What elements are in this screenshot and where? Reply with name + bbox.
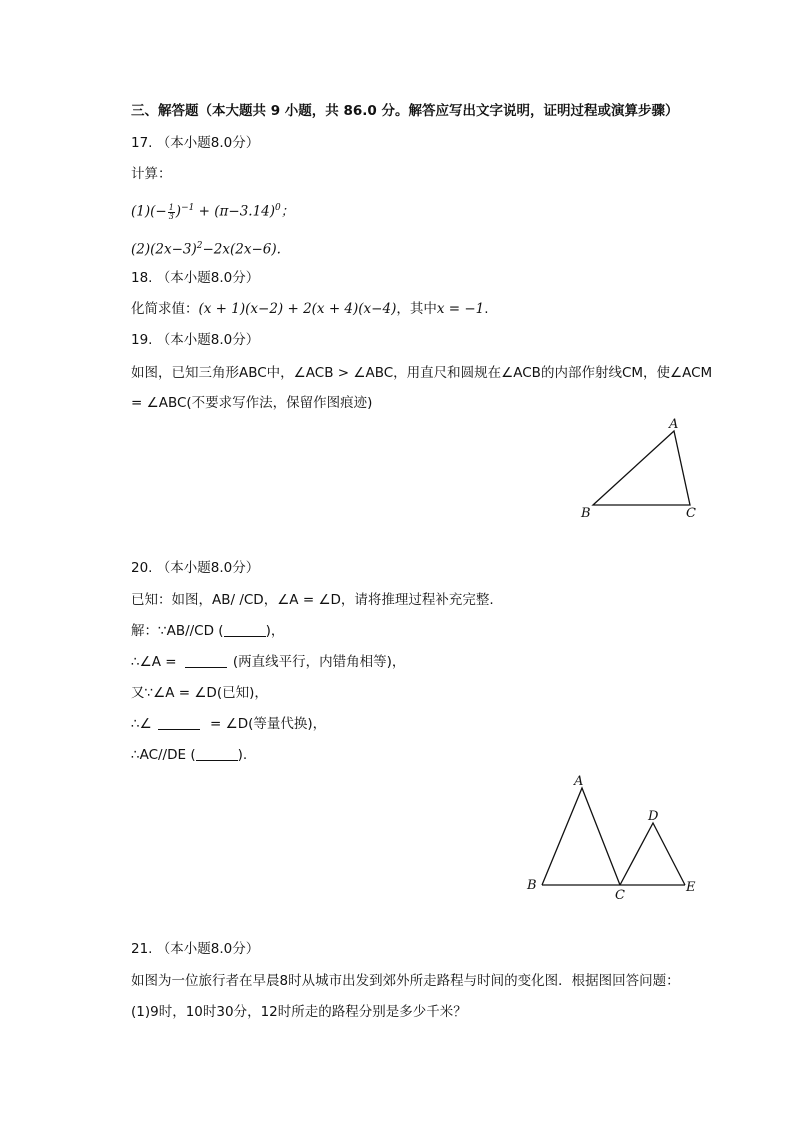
parallel-lines-figure xyxy=(522,768,712,908)
proof-step-4: ∴∠ = ∠D(等量代换)， xyxy=(131,716,327,732)
triangle-abc xyxy=(593,431,690,505)
fraction: $\frac{1}{3}$ xyxy=(168,202,174,221)
proof-step-3: 又∵∠A = ∠D(已知)， xyxy=(131,685,268,701)
question-score: （本小题8.0分） xyxy=(156,270,260,286)
question-17-prompt: 计算： xyxy=(131,166,172,182)
question-18-header xyxy=(131,268,259,288)
answer-blank[interactable] xyxy=(158,715,200,730)
question-21-line-2: (1)9时，10时30分，12时所走的路程分别是多少千米？ xyxy=(131,1004,467,1020)
question-19-line-2: = ∠ABC(不要求写作法，保留作图痕迹) xyxy=(131,395,373,411)
vertex-label-b: B xyxy=(581,506,591,521)
question-17-part-2: $(2)(2x-3)^2-2x(2x-6)$. xyxy=(131,241,281,258)
point-label-b: B xyxy=(527,878,537,893)
question-21-header xyxy=(131,939,259,959)
question-number: 17. xyxy=(131,135,153,151)
question-20-given: 已知：如图，AB/ /CD，∠A = ∠D，请将推理过程补充完整. xyxy=(131,592,494,608)
answer-blank[interactable] xyxy=(224,622,266,637)
point-label-a: A xyxy=(574,774,584,789)
question-19-header xyxy=(131,330,259,350)
question-score: （本小题8.0分） xyxy=(156,332,260,348)
proof-step-2: ∴∠A = (两直线平行，内错角相等)， xyxy=(131,654,406,670)
question-17-header xyxy=(131,133,259,153)
question-score: （本小题8.0分） xyxy=(156,135,260,151)
triangle-abc-figure xyxy=(575,415,705,525)
answer-blank[interactable] xyxy=(185,653,227,668)
point-label-d: D xyxy=(648,809,659,824)
answer-blank[interactable] xyxy=(196,746,238,761)
triangle-cde xyxy=(620,823,685,885)
question-number: 20. xyxy=(131,560,153,576)
vertex-label-a: A xyxy=(669,417,679,432)
question-17-part-1: (1)(− $\frac{1}{3}$ )$^{-1} + (\pi-3.14)^0$； xyxy=(131,202,295,221)
proof-step-1: 解：∵AB//CD ( )， xyxy=(131,623,285,639)
question-20-header xyxy=(131,558,259,578)
question-number: 21. xyxy=(131,941,153,957)
question-number: 19. xyxy=(131,332,153,348)
point-label-e: E xyxy=(686,880,696,895)
question-18-text: 化简求值：(x + 1)(x−2) + 2(x + 4)(x−4)，其中x = −1. xyxy=(131,301,489,317)
question-21-line-1: 如图为一位旅行者在早晨8时从城市出发到郊外所走路程与时间的变化图．根据图回答问题： xyxy=(131,973,680,989)
question-19-line-1: 如图，已知三角形ABC中，∠ACB > ∠ABC，用直尺和圆规在∠ACB的内部作射线CM，使∠ACM xyxy=(131,365,713,381)
proof-step-5: ∴AC//DE ( ). xyxy=(131,747,248,763)
question-score: （本小题8.0分） xyxy=(156,941,260,957)
point-label-c: C xyxy=(615,888,625,903)
triangle-abc xyxy=(542,788,620,885)
section-header: 三、解答题（本大题共 9 小题，共 86.0 分。解答应写出文字说明，证明过程或演算步骤） xyxy=(131,103,679,119)
vertex-label-c: C xyxy=(686,506,696,521)
question-score: （本小题8.0分） xyxy=(156,560,260,576)
question-number: 18. xyxy=(131,270,153,286)
